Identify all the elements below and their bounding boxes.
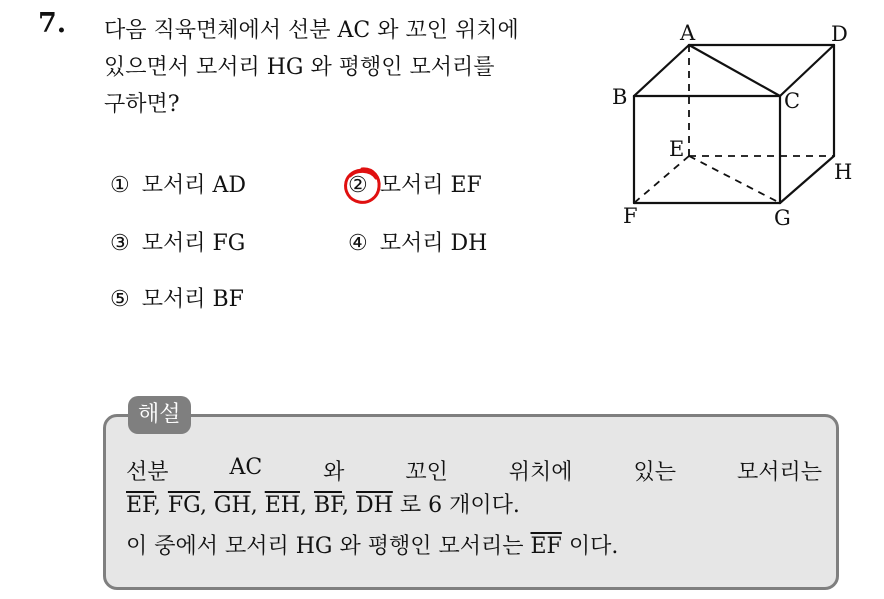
cuboid-figure (612, 18, 884, 243)
edge-name: $\overline{EF}$ (530, 534, 562, 559)
choice-text: 모서리 AD (141, 173, 247, 198)
choice-text: 모서리 BF (141, 287, 244, 312)
segment-ac (689, 45, 780, 96)
choice-number: ④ (348, 231, 368, 256)
solution-line-2-tail: 로 6 개이다. (399, 493, 520, 518)
question-number: 7. (38, 8, 67, 39)
edge-gh (780, 156, 834, 203)
choice-text: 모서리 DH (379, 231, 488, 256)
vertex-label: G (774, 206, 791, 230)
question-text (104, 12, 594, 123)
solution-word: 꼬인 (405, 460, 448, 485)
vertex-label: E (669, 137, 685, 161)
edge-name: $\overline{BF}$ (313, 493, 342, 518)
edge-name: $\overline{GH}$ (213, 493, 251, 518)
choice-4[interactable] (348, 226, 487, 257)
vertex-label: F (623, 204, 638, 228)
choice-number: ⑤ (110, 287, 130, 312)
solution-word: 있는 (633, 460, 676, 485)
choice-3[interactable] (110, 226, 245, 257)
solution-line-1 (126, 455, 822, 486)
question-line: 다음 직육면체에서 선분 AC 와 꼬인 위치에 (104, 18, 519, 43)
choice-text: 모서리 EF (379, 173, 482, 198)
edge-name: $\overline{FG}$ (167, 493, 200, 518)
choice-2[interactable] (348, 168, 482, 199)
choice-1[interactable] (110, 168, 246, 199)
choice-number-glyph: ② (348, 173, 368, 198)
edge-ef-hidden (634, 156, 689, 203)
answer-circle-icon (340, 164, 384, 208)
choice-text: 모서리 FG (141, 231, 246, 256)
vertex-label: H (834, 160, 853, 184)
question-line: 구하면? (104, 92, 180, 117)
solution-word: AC (229, 455, 263, 480)
solution-line-3-pre: 이 중에서 모서리 HG 와 평행인 모서리는 (126, 534, 524, 559)
vertex-label: D (831, 22, 848, 46)
choice-5[interactable] (110, 282, 244, 313)
vertex-label: A (680, 21, 696, 45)
question-line: 있으면서 모서리 HG 와 평행인 모서리를 (104, 55, 495, 80)
choice-number (348, 173, 368, 198)
choice-number: ① (110, 173, 130, 198)
solution-line-3-post: 이다. (568, 534, 619, 559)
solution-word: 위치에 (508, 460, 573, 485)
solution-word: 선분 (126, 460, 169, 485)
edge-name: $\overline{DH}$ (356, 493, 393, 518)
vertex-label: C (784, 89, 801, 113)
solution-line-2: $\overline{EF}$, $\overline{FG}$, $\overline{GH}$, $\overline{EH}$, $\overline{BF}$, $\overline{DH}$ 로 6 개이다. (126, 493, 520, 518)
segment-eg-hidden (689, 156, 780, 203)
edge-name: $\overline{EH}$ (264, 493, 300, 518)
choice-number: ③ (110, 231, 130, 256)
solution-line-3 (126, 529, 618, 560)
solution-word: 모서리는 (736, 460, 822, 485)
edge-name: $\overline{EF}$ (126, 493, 154, 518)
solution-word: 와 (323, 460, 345, 485)
edge-ab (634, 45, 689, 96)
vertex-label: B (612, 85, 628, 109)
solution-tag: 해설 (128, 396, 191, 434)
